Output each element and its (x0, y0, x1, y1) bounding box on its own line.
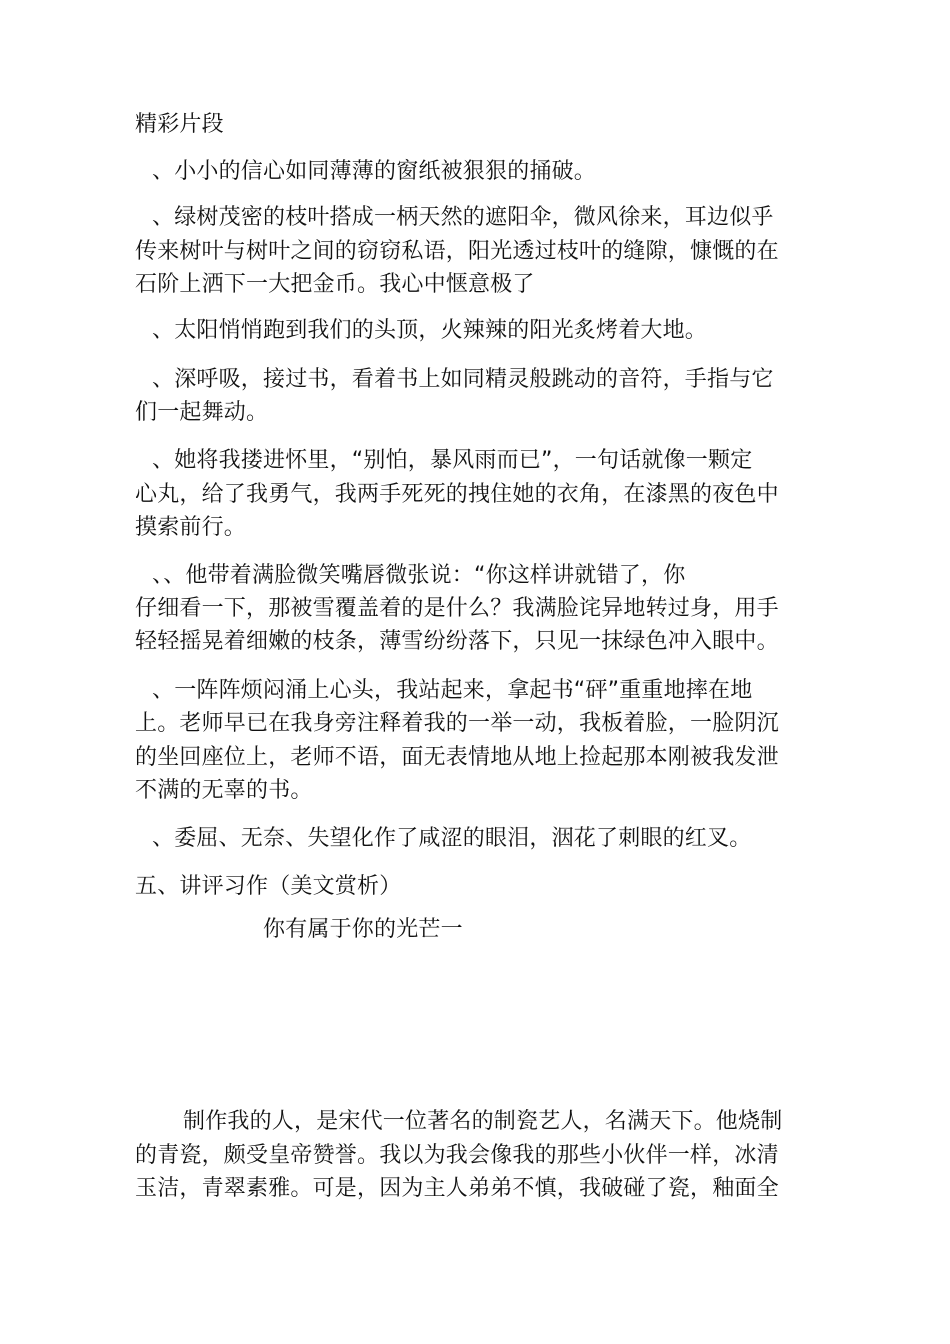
excerpt-1-line-1: 、小小的信心如同薄薄的窗纸被狠狠的捅破。 (152, 159, 597, 184)
excerpt-7-line-3: 的坐回座位上，老师不语，面无表情地从地上捡起那本刚被我发泄 (135, 745, 779, 770)
essay-title: 你有属于你的光芒一 (263, 917, 463, 942)
excerpt-5-line-2: 心丸，给了我勇气，我两手死死的拽住她的衣角，在漆黑的夜色中 (135, 482, 779, 507)
excerpt-2-line-3: 石阶上洒下一大把金币。我心中惬意极了 (135, 272, 535, 297)
excerpt-5-line-1: 、她将我搂进怀里，“别怕，暴风雨而已”，一句话就像一颗定 (152, 448, 753, 473)
excerpt-2-line-1: 、绿树茂密的枝叶搭成一柄天然的遮阳伞，微风徐来，耳边似乎 (152, 205, 774, 230)
excerpt-7-line-2: 上。老师早已在我身旁注释着我的一举一动，我板着脸，一脸阴沉 (135, 711, 779, 736)
excerpt-4-line-2: 们一起舞动。 (135, 400, 269, 425)
excerpt-3-line-1: 、太阳悄悄跑到我们的头顶，火辣辣的阳光炙烤着大地。 (152, 318, 708, 343)
excerpt-6-line-3: 轻轻摇晃着细嫩的枝条，薄雪纷纷落下，只见一抹绿色冲入眼中。 (135, 629, 779, 654)
excerpt-2-line-2: 传来树叶与树叶之间的窃窃私语，阳光透过枝叶的缝隙，慷慨的在 (135, 239, 779, 264)
excerpt-7-line-4: 不满的无辜的书。 (135, 778, 313, 803)
excerpt-7-line-1: 、一阵阵烦闷涌上心头，我站起来，拿起书“砰”重重地摔在地 (152, 678, 753, 703)
excerpt-6-line-2: 仔细看一下，那被雪覆盖着的是什么？我满脸诧异地转过身，用手 (135, 596, 779, 621)
section-five-heading: 五、讲评习作（美文赏析） (135, 874, 402, 899)
excerpt-5-line-3: 摸索前行。 (135, 515, 247, 540)
essay-line-3: 玉洁，青翠素雅。可是，因为主人弟弟不慎，我破碰了瓷，釉面全 (135, 1176, 779, 1201)
essay-line-1: 制作我的人，是宋代一位著名的制瓷艺人，名满天下。他烧制 (183, 1109, 783, 1134)
excerpt-6-line-1: 、、他带着满脸微笑嘴唇微张说：“你这样讲就错了，你 (152, 563, 686, 588)
section-heading: 精彩片段 (135, 112, 224, 137)
essay-line-2: 的青瓷，颇受皇帝赞誉。我以为我会像我的那些小伙伴一样，冰清 (135, 1143, 779, 1168)
excerpt-4-line-1: 、深呼吸，接过书，看着书上如同精灵般跳动的音符，手指与它 (152, 367, 774, 392)
excerpt-8-line-1: 、委屈、无奈、失望化作了咸涩的眼泪，洇花了刺眼的红叉。 (152, 826, 752, 851)
